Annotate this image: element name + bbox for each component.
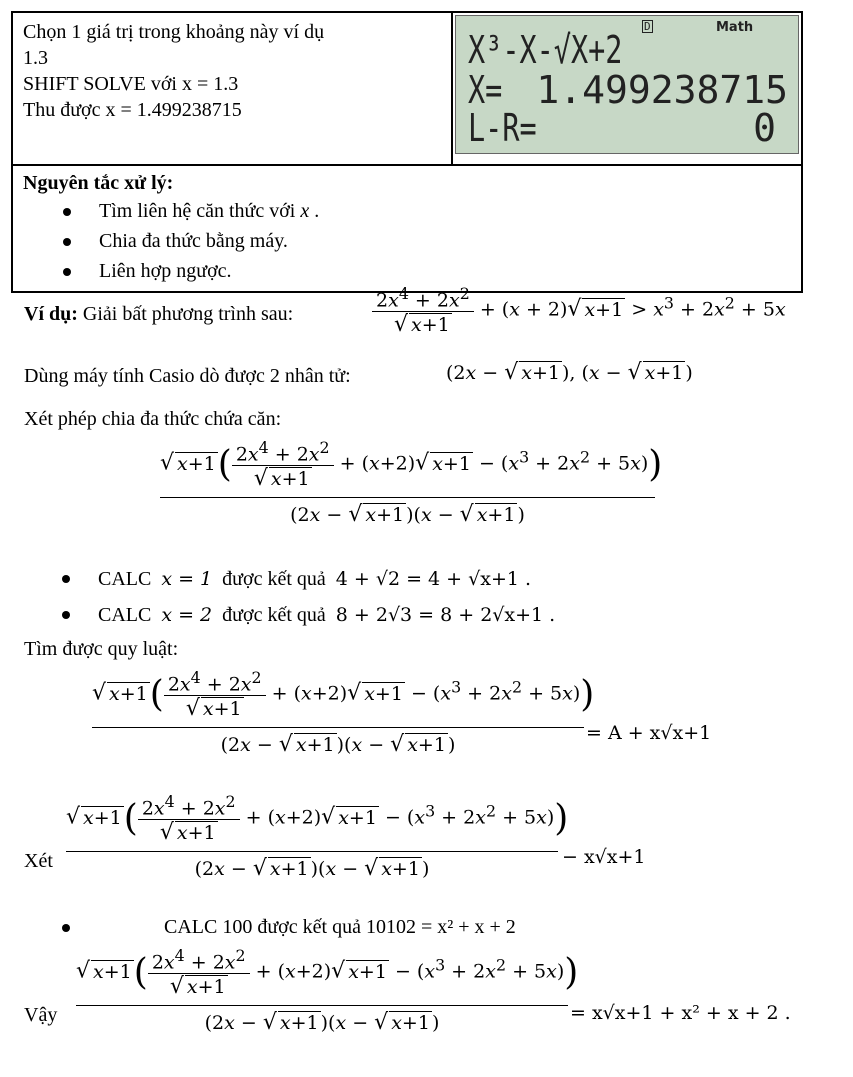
example-label-line <box>24 301 293 327</box>
bullet-icon <box>62 611 70 619</box>
bullet-icon <box>62 575 70 583</box>
bullet-icon <box>63 268 71 276</box>
bullet-icon <box>63 238 71 246</box>
calc1-mid: được kết quả <box>222 568 326 590</box>
calculator-screen <box>455 15 799 154</box>
consider-label: Xét <box>24 850 53 872</box>
rule-rhs: = A + x√x+1 <box>586 722 712 744</box>
consider-fraction: √ x+1( $\frac{2x^4 + 2x^2}{√ x+1}$ + (x+2)√ $x+1 - (x^3 + 2x^2 + 5x)$) (2x − √ x+1 )(x − √ x+1 ) <box>66 792 569 882</box>
principles-title: Nguyên tắc xử lý: <box>23 172 174 194</box>
principle-item: Tìm liên hệ căn thức với x . <box>99 200 320 222</box>
calc2-line <box>98 602 555 628</box>
principle-item: Liên hợp ngược. <box>99 260 232 282</box>
factors: (2x − √ x+1 ), (x − √ x+1 ) <box>446 360 693 385</box>
instruction-line-4: Thu được x = 1.499238715 <box>23 99 242 121</box>
casio-line: Dùng máy tính Casio dò được 2 nhân tử: <box>24 365 351 387</box>
conclusion-fraction: √ x+1( $\frac{2x^4 + 2x^2}{√ x+1}$ + (x+2)√ $x+1 - (x^3 + 2x^2 + 5x)$) (2x − √ x+1 )(x − √ x+1 ) <box>76 946 579 1036</box>
calc1-line <box>98 566 531 592</box>
calc1-expr: 4 + √2 = 4 + √x+1 . <box>335 568 532 590</box>
screen-x-label: X= <box>468 68 503 112</box>
instruction-line-2: 1.3 <box>23 47 48 69</box>
principle-var: x <box>300 200 310 222</box>
example-label: Ví dụ: <box>24 303 78 325</box>
mode-indicator: D <box>644 20 651 33</box>
consider-rhs: − x√x+1 <box>562 846 646 868</box>
rule-fraction: √ x+1( $\frac{2x^4 + 2x^2}{√ x+1}$ + (x+2)√ $x+1 - (x^3 + 2x^2 + 5x)$) (2x − √ x+1 )(x − √ x+1 ) <box>92 668 595 758</box>
screen-x-value: 1.499238715 <box>536 68 788 112</box>
mode-label: Math <box>716 20 754 35</box>
calc2-cond: x = 2 <box>161 604 213 626</box>
inequality: $\frac{2x^4 + 2x^2}{√ x+1}$ + (x + 2)√ $x+1 > x^3 + 2x^2 + 5x$ <box>372 284 786 337</box>
division-line: Xét phép chia đa thức chứa căn: <box>24 408 282 430</box>
info-table <box>11 11 803 293</box>
rule-line: Tìm được quy luật: <box>24 638 179 660</box>
calc1-prefix: CALC <box>98 568 152 590</box>
example-text: Giải bất phương trình sau: <box>82 303 294 325</box>
calc2-mid: được kết quả <box>222 604 326 626</box>
screen-lr-label: L-R= <box>468 106 537 150</box>
instruction-line-1: Chọn 1 giá trị trong khoảng này ví dụ <box>23 21 325 43</box>
bullet-icon <box>63 208 71 216</box>
conclusion-label: Vậy <box>24 1004 58 1026</box>
principle-item: Chia đa thức bằng máy. <box>99 230 288 252</box>
calculator-cell <box>452 12 802 165</box>
calc1-cond: x = 1 <box>161 568 213 590</box>
principle-text: Tìm liên hệ căn thức với <box>99 200 296 222</box>
screen-lr-value: 0 <box>753 106 776 150</box>
principles-list <box>23 196 791 289</box>
calc2-prefix: CALC <box>98 604 152 626</box>
instruction-line-3: SHIFT SOLVE với x = 1.3 <box>23 73 239 95</box>
calc3-line: CALC 100 được kết quả 10102 = x² + x + 2 <box>164 916 516 938</box>
bullet-icon <box>62 924 70 932</box>
conclusion-rhs: = x√x+1 + x² + x + 2 . <box>570 1002 791 1024</box>
calc2-expr: 8 + 2√3 = 8 + 2√x+1 . <box>335 604 556 626</box>
instruction-cell <box>12 12 452 165</box>
screen-expression: X³-X-√X+2 <box>468 28 623 72</box>
principles-cell <box>12 165 802 292</box>
division-fraction: √ x+1( $\frac{2x^4 + 2x^2}{√ x+1}$ + (x+2)√ $x+1 - (x^3 + 2x^2 + 5x)$) (2x − √ x+1 )(x − √ x+1 ) <box>160 438 663 528</box>
